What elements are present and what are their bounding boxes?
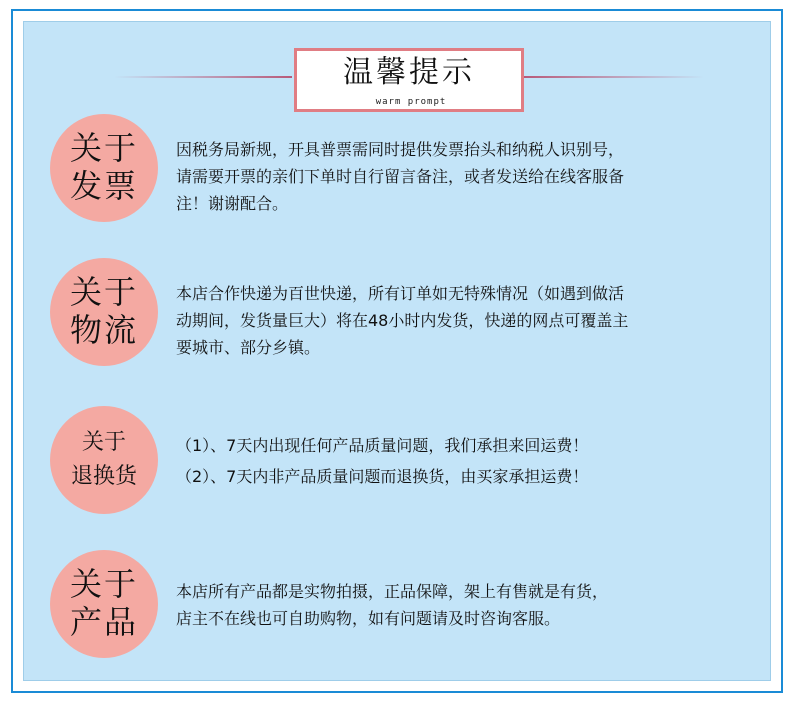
body-line: 请需要开票的亲们下单时自行留言备注，或者发送给在线客服备	[176, 167, 625, 186]
notice-panel	[23, 21, 771, 681]
outer-frame	[11, 9, 783, 693]
header-divider-right	[524, 76, 704, 78]
header-box	[294, 48, 524, 112]
body-line: 动期间，发货量巨大）将在48小时内发货，快递的网点可覆盖主	[176, 311, 629, 330]
section-heading-line: 发票	[69, 167, 138, 205]
section-heading-line: 物流	[69, 311, 138, 349]
section-heading-line: 产品	[69, 603, 138, 641]
section-heading-badge	[50, 258, 158, 366]
section-heading-line: 关于	[81, 430, 126, 456]
section-body	[176, 430, 751, 492]
body-line: 因税务局新规，开具普票需同时提供发票抬头和纳税人识别号，	[176, 140, 625, 159]
section-heading-line: 退换货	[70, 464, 137, 489]
body-line: 本店所有产品都是实物拍摄，正品保障，架上有售就是有货，	[176, 582, 609, 601]
body-line: （2）、7天内非产品质量问题而退换货，由买家承担运费！	[176, 467, 589, 486]
section-heading-line: 关于	[69, 565, 138, 604]
page-subtitle: warm prompt	[367, 95, 455, 109]
section-heading-line: 关于	[69, 273, 138, 312]
section-heading-line: 关于	[69, 129, 138, 168]
body-line: 本店合作快递为百世快递，所有订单如无特殊情况（如遇到做活	[176, 284, 625, 303]
section-body	[176, 136, 751, 217]
body-line: （1）、7天内出现任何产品质量问题，我们承担来回运费！	[176, 436, 589, 455]
section-heading-badge	[50, 406, 158, 514]
section-heading-badge	[50, 550, 158, 658]
page-title: 温馨提示	[343, 55, 475, 90]
section-heading-badge	[50, 114, 158, 222]
body-line: 店主不在线也可自助购物，如有问题请及时咨询客服。	[176, 609, 561, 628]
header-divider-left	[114, 76, 292, 78]
section-body	[176, 280, 751, 361]
body-line: 要城市、部分乡镇。	[176, 338, 321, 357]
section-body	[176, 578, 751, 632]
body-line: 注！谢谢配合。	[176, 194, 289, 213]
